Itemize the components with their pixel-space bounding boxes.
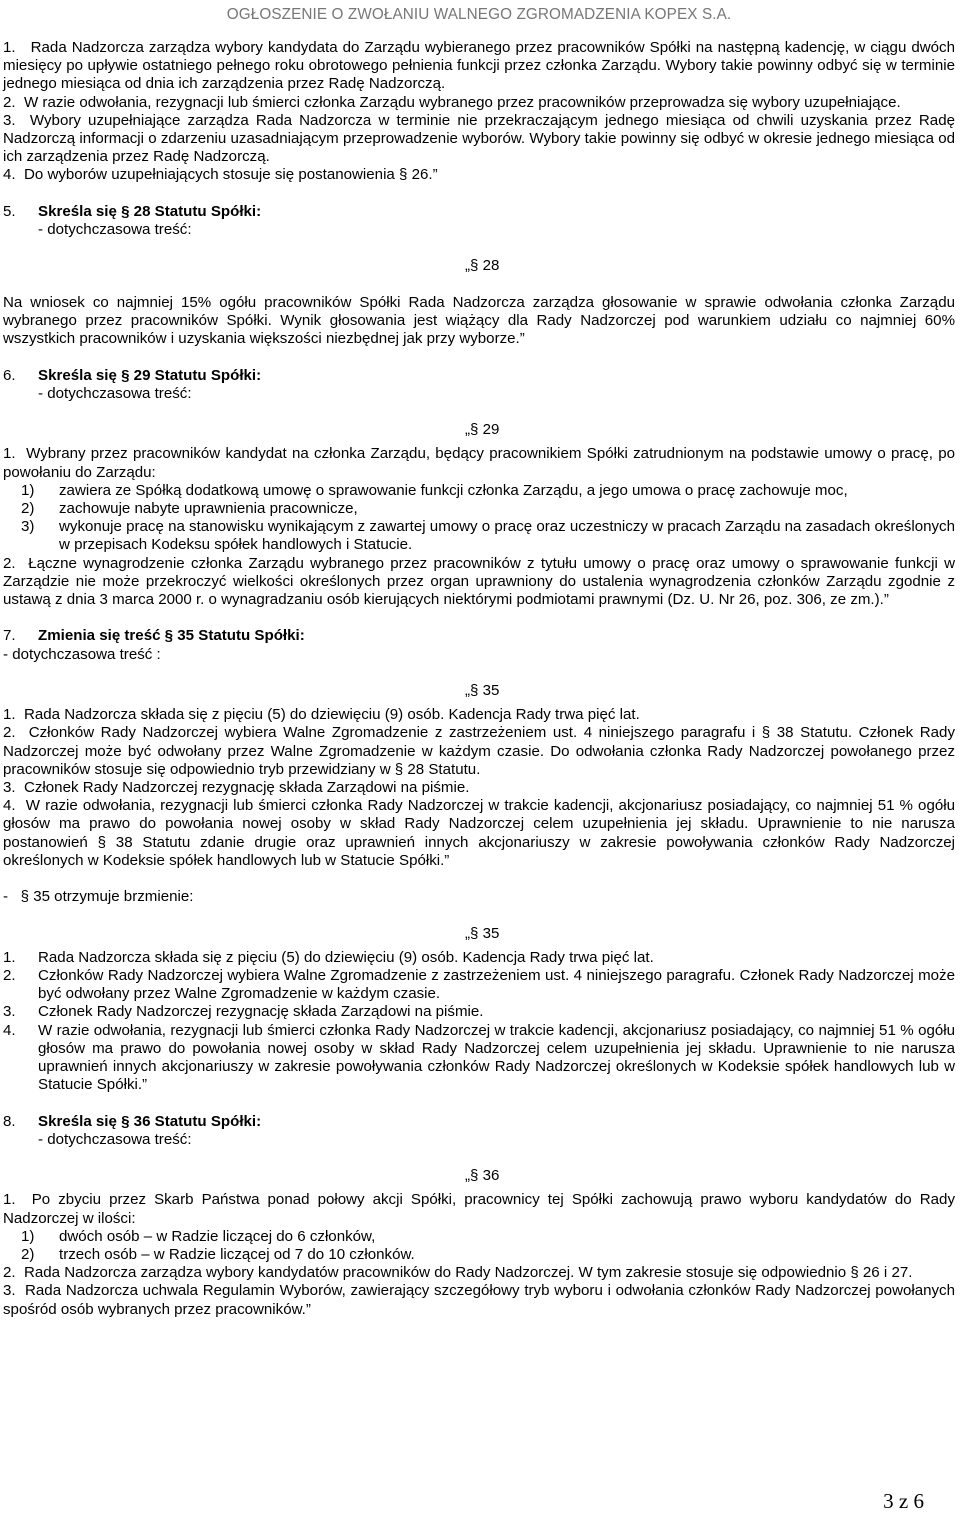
old-35-3: 3. Członek Rady Nadzorczej rezygnację składa Zarządowi na piśmie. (3, 779, 470, 797)
old-text-label: - dotychczasowa treść : (3, 645, 161, 663)
paragraph-s2: 2. W razie odwołania, rezygnacji lub śmierci członka Zarządu wybranego przez pracowników przeprowadza się wybory uzupełniające. (3, 93, 901, 111)
section-title: Zmienia się treść § 35 Statutu Spółki: (38, 627, 305, 645)
page-number: 3 z 6 (883, 1488, 924, 1513)
paragraph-s1: 1. Rada Nadzorcza zarządza wybory kandydata do Zarządu wybieranego przez pracowników Spółki na następną kadencję, w ciągu dwóch miesięcy po upływie ostatniego pełnego roku obrotowego pełnienia funkcji przez członka Zarządu. Wybory takie powinny odbyć się w terminie jednego miesiąca od dnia ich zarządzenia przez Radę Nadzorczą. (3, 39, 955, 93)
paragraph-marker-29: „§ 29 (465, 421, 500, 439)
old-35-2: 2. Członków Rady Nadzorczej wybiera Walne Zgromadzenie z zastrzeżeniem ust. 4 niniejszego paragrafu i § 38 Statutu. Członek Rady Nadzorczej może być odwołany przez Walne Zgromadzenie w każdym czasie. Do odwołania członka Rady Nadzorczej powołanego przez pracowników stosuje się odpowiednio tryb przewidziany w § 28 Statutu. (3, 724, 955, 778)
paragraph-marker-35-new: „§ 35 (465, 924, 500, 942)
section-number: 6. (3, 366, 16, 384)
old-text-label: - dotychczasowa treść: (38, 221, 192, 239)
list-item: 2) zachowuje nabyte uprawnienia pracownicze, (21, 500, 358, 517)
section-title: Skreśla się § 36 Statutu Spółki: (38, 1112, 262, 1130)
old-text-label: - dotychczasowa treść: (38, 384, 192, 402)
section-number: 8. (3, 1112, 16, 1130)
paragraph-36-2: 2. Rada Nadzorcza zarządza wybory kandydatów pracowników do Rady Nadzorczej. W tym zakresie stosuje się odpowiednio § 26 i 27. (3, 1264, 913, 1282)
section-number: 7. (3, 627, 16, 645)
list-item: 1) dwóch osób – w Radzie liczącej do 6 członków, (21, 1227, 376, 1245)
page-header: OGŁOSZENIE O ZWOŁANIU WALNEGO ZGROMADZENIA KOPEX S.A. (226, 6, 732, 23)
list-item: 2) trzech osób – w Radzie liczącej od 7 do 10 członków. (21, 1246, 415, 1264)
list-item: 3. Członek Rady Nadzorczej rezygnację składa Zarządowi na piśmie. (3, 1003, 484, 1021)
list-item: 4. W razie odwołania, rezygnacji lub śmierci członka Rady Nadzorczej w trakcie kadencji, akcjonariusz posiadający, co najmniej 51 % ogółu głosów ma prawo do powołania nowej osoby w skład Rady Nadzorczej celem uzupełnienia jej składu. Uprawnienie to nie narusza uprawnień innych akcjonariuszy w zakresie powoływania członków Rady Nadzorczej określonych w Kodeksie spółek handlowych lub w Statucie Spółki.” (3, 1021, 955, 1094)
paragraph-36-3: 3. Rada Nadzorcza uchwala Regulamin Wyborów, zawierający szczegółowy tryb wyboru i odwołania członków Rady Nadzorczej powołanych spośród osób wybranych przez pracowników.” (3, 1282, 955, 1318)
old-35-1: 1. Rada Nadzorcza składa się z pięciu (5) do dziewięciu (9) osób. Kadencja Rady trwa pięć lat. (3, 706, 640, 724)
old-35-4: 4. W razie odwołania, rezygnacji lub śmierci członka Rady Nadzorczej w trakcie kadencji, akcjonariusz posiadający, co najmniej 51 % ogółu głosów ma prawo do powołania nowej osoby w skład Rady Nadzorczej celem uzupełnienia jej składu. Uprawnienie to nie narusza postanowień § 38 Statutu zdanie drugie oraz uprawnień innych akcjonariuszy w zakresie powoływania członków Rady Nadzorczej określonych w Kodeksie spółek handlowych lub w Statucie Spółki.” (3, 797, 955, 869)
list-item: 1) zawiera ze Spółką dodatkową umowę o sprawowanie funkcji członka Zarządu, a jego umowa o pracę zachowuje moc, (21, 481, 848, 499)
section-8-heading (3, 1113, 955, 1131)
paragraph-marker-28: „§ 28 (465, 257, 500, 275)
paragraph-s3: 3. Wybory uzupełniające zarządza Rada Nadzorcza w terminie nie przekraczającym jednego miesiąca od chwili uzyskania przez Radę Nadzorczą informacji o zdarzeniu uzasadniającym przeprowadzenie wyborów. Wybory takie powinny się odbyć w okresie jednego miesiąca od ich zarządzenia przez Radę Nadzorczą. (3, 111, 955, 166)
list-item: 2. Członków Rady Nadzorczej wybiera Walne Zgromadzenie z zastrzeżeniem ust. 4 niniejszego paragrafu. Członek Rady Nadzorczej może być odwołany przez Walne Zgromadzenie w każdym czasie. (3, 967, 955, 1003)
section-7-heading (3, 627, 955, 645)
paragraph-marker-36: „§ 36 (465, 1167, 500, 1185)
paragraph-s4: 4. Do wyborów uzupełniających stosuje się postanowienia § 26.” (3, 166, 438, 184)
section-6-heading (3, 367, 955, 385)
list-item: 3) wykonuje pracę na stanowisku wynikającym z zawartej umowy o pracę oraz uczestniczy w pracach Zarządu na zasadach określonych w przepisach Kodeksu spółek handlowych i Statucie. (21, 518, 955, 554)
old-text-label: - dotychczasowa treść: (38, 1130, 192, 1148)
paragraph-36-1: 1. Po zbyciu przez Skarb Państwa ponad połowy akcji Spółki, pracownicy tej Spółki zachowują prawo wyboru kandydatów do Rady Nadzorczej w ilości: (3, 1191, 955, 1227)
section-title: Skreśla się § 28 Statutu Spółki: (38, 202, 262, 220)
paragraph-28-text: Na wniosek co najmniej 15% ogółu pracowników Spółki Rada Nadzorcza zarządza głosowanie w sprawie odwołania członka Zarządu wybranego przez pracowników Spółki. Wynik głosowania jest wiążący dla Rady Nadzorczej pod warunkiem udziału co najmniej 60% wszystkich pracowników i uzyskania większości niezbędnej jak przy wyborze.” (3, 293, 955, 348)
section-title: Skreśla się § 29 Statutu Spółki: (38, 366, 262, 384)
new-text-label: - § 35 otrzymuje brzmienie: (3, 888, 194, 906)
paragraph-marker-35-old: „§ 35 (465, 682, 500, 699)
section-number: 5. (3, 202, 16, 220)
paragraph-29-1: 1. Wybrany przez pracowników kandydat na członka Zarządu, będący pracownikiem Spółki zatrudnionym na podstawie umowy o pracę, po powołaniu do Zarządu: (3, 445, 955, 481)
list-item: 1. Rada Nadzorcza składa się z pięciu (5) do dziewięciu (9) osób. Kadencja Rady trwa pięć lat. (3, 948, 654, 966)
paragraph-29-2: 2. Łączne wynagrodzenie członka Zarządu wybranego przez pracowników z tytułu umowy o pracę oraz umowy o sprawowanie funkcji w Zarządzie nie może przekroczyć wielkości określonych przez organ uprawniony do ustalenia wynagrodzenia członków Zarządu zgodnie z ustawą z dnia 3 marca 2000 r. o wynagradzaniu osób kierujących niektórymi podmiotami prawnymi (Dz. U. Nr 26, poz. 306, ze zm.).” (3, 554, 955, 609)
section-5-heading (3, 203, 955, 221)
